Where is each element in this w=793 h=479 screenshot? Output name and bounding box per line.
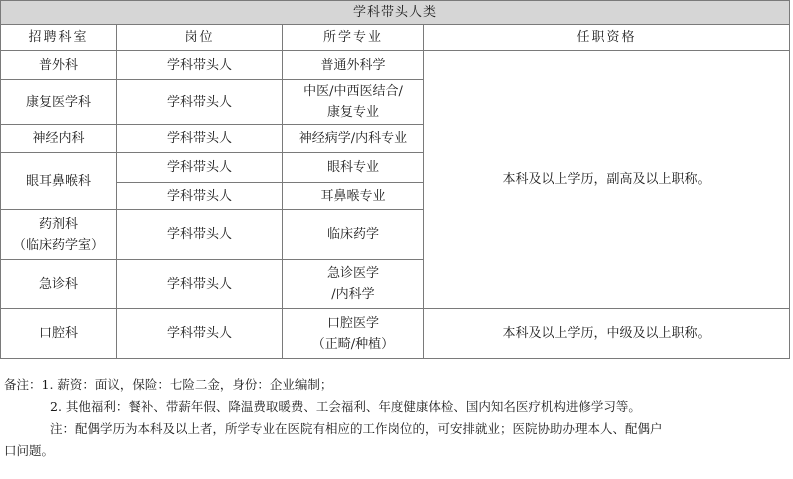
dept-line: （临床药学室） (12, 237, 104, 253)
notes-section (4, 374, 789, 462)
dept-cell: 眼耳鼻喉科 (1, 153, 117, 210)
major-line: /内科学 (331, 287, 375, 302)
post-cell: 学科带头人 (117, 153, 283, 183)
note-line-2: 2. 其他福利：餐补、带薪年假、降温费取暖费、工会福利、年度健康体检、国内知名医疗机构进修学习等。 (50, 399, 641, 414)
note-line-4: 口问题。 (4, 443, 55, 458)
post-cell: 学科带头人 (117, 183, 283, 210)
dept-line: 药剂科 (38, 216, 78, 232)
major-line: （正畸/种植） (311, 336, 395, 352)
major-cell: 普通外科学 (283, 51, 424, 80)
post-cell: 学科带头人 (117, 309, 283, 359)
header-post: 岗位 (117, 25, 283, 51)
note-line-1: 备注：1. 薪资：面议，保险：七险二金，身份：企业编制； (4, 377, 333, 392)
table-row (1, 51, 790, 80)
major-line: 口腔医学 (326, 315, 379, 331)
dept-cell: 康复医学科 (1, 80, 117, 125)
qualification-cell: 本科及以上学历，副高及以上职称。 (424, 51, 790, 309)
major-line: 急诊医学 (326, 266, 379, 281)
post-cell: 学科带头人 (117, 80, 283, 125)
dept-cell (1, 210, 117, 260)
major-cell (283, 80, 424, 125)
major-line: 中医/中西医结合/ (303, 84, 403, 99)
major-cell (283, 260, 424, 309)
note-line-3: 注：配偶学历为本科及以上者，所学专业在医院有相应的工作岗位的，可安排就业；医院协助办理本人、配偶户 (50, 421, 663, 436)
qualification-cell: 本科及以上学历，中级及以上职称。 (424, 309, 790, 359)
dept-cell: 神经内科 (1, 125, 117, 153)
post-cell: 学科带头人 (117, 51, 283, 80)
major-cell: 耳鼻喉专业 (283, 183, 424, 210)
major-cell (283, 309, 424, 359)
major-cell: 眼科专业 (283, 153, 424, 183)
dept-cell: 普外科 (1, 51, 117, 80)
header-major: 所学专业 (283, 25, 424, 51)
table-row (1, 309, 790, 359)
major-cell: 临床药学 (283, 210, 424, 260)
dept-cell: 口腔科 (1, 309, 117, 359)
dept-cell: 急诊科 (1, 260, 117, 309)
header-dept: 招聘科室 (1, 25, 117, 51)
table-title: 学科带头人类 (1, 1, 790, 25)
post-cell: 学科带头人 (117, 210, 283, 260)
major-cell: 神经病学/内科专业 (283, 125, 424, 153)
header-qualification: 任职资格 (424, 25, 790, 51)
post-cell: 学科带头人 (117, 260, 283, 309)
major-line: 康复专业 (326, 105, 379, 120)
post-cell: 学科带头人 (117, 125, 283, 153)
